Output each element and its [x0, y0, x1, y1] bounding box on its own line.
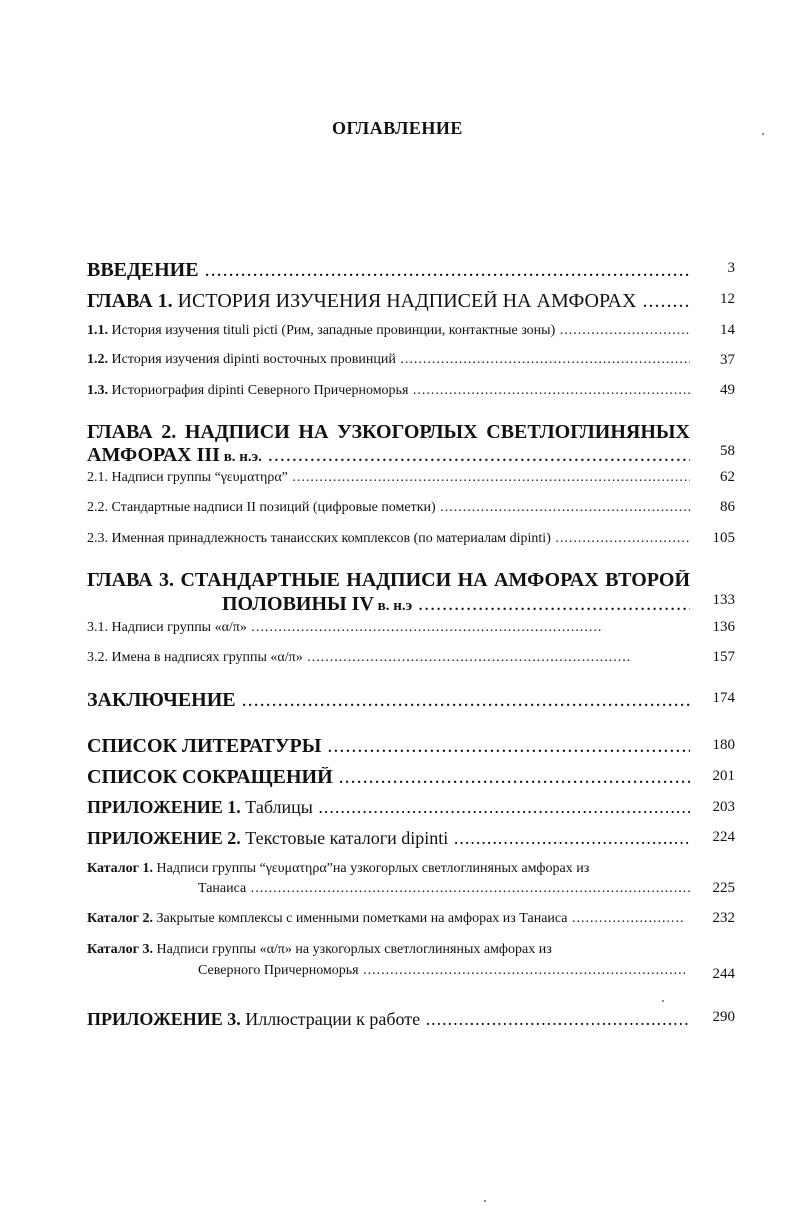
toc-entry-label: 2.3. Именная принадлежность танаисских комплексов (по материалам dipinti) [87, 531, 551, 546]
toc-entry-label: Историография dipinti Северного Причерноморья [108, 383, 409, 398]
toc-entry-label: СПИСОК СОКРАЩЕНИЙ [87, 767, 333, 787]
toc-entry-label: СПИСОК ЛИТЕРАТУРЫ [87, 736, 322, 756]
scan-speck [762, 133, 764, 135]
scan-speck [484, 1200, 486, 1202]
toc-entry-section-1-2[interactable] [87, 350, 690, 370]
toc-page-number: 203 [712, 799, 735, 815]
toc-entry-label: Таблицы [240, 797, 313, 817]
toc-entry-catalog-1-line2[interactable] [198, 879, 690, 899]
toc-entry-label: Надписи группы «α/π» на узкогорлых светлоглиняных амфорах из [153, 942, 552, 957]
toc-entry-label: Северного Причерноморья [198, 963, 359, 978]
toc-page-number: 49 [720, 382, 735, 398]
toc-entry-label: Надписи группы “γευματηρα”на узкогорлых светлоглиняных амфорах из [153, 861, 590, 876]
toc-page-number: 244 [712, 966, 735, 982]
toc-entry-label: Танаиса [198, 881, 247, 896]
toc-entry-section-2-1[interactable] [87, 468, 690, 488]
toc-appendix-number: ПРИЛОЖЕНИЕ 3. [87, 1009, 241, 1029]
toc-appendix-number: ПРИЛОЖЕНИЕ 1. [87, 797, 241, 817]
toc-entry-section-2-2[interactable] [87, 498, 690, 518]
toc-entry-label: История изучения dipinti восточных провинций [108, 352, 396, 367]
toc-entry-label: 3.2. Имена в надписях группы «α/π» [87, 650, 303, 665]
toc-page-number: 14 [720, 322, 735, 338]
toc-entry-section-1-1[interactable] [87, 321, 690, 341]
toc-section-number: 1.1. [87, 323, 108, 338]
toc-entry-appendix-3[interactable] [87, 1009, 690, 1029]
toc-entry-chapter-2[interactable] [87, 422, 690, 442]
toc-page-number: 157 [712, 649, 735, 665]
toc-page-number: 86 [720, 499, 735, 515]
toc-entry-catalog-3-line2[interactable] [198, 961, 685, 981]
toc-entry-section-3-2[interactable] [87, 648, 630, 668]
page-title: ОГЛАВЛЕНИЕ [332, 118, 463, 138]
toc-section-number: 1.2. [87, 352, 108, 367]
toc-entry-chapter-2-line2[interactable] [87, 445, 690, 467]
toc-page-number: 105 [712, 530, 735, 546]
toc-page-number: 201 [712, 768, 735, 784]
toc-catalog-number: Каталог 3. [87, 942, 153, 957]
toc-page-number: 225 [712, 880, 735, 896]
toc-entry-section-3-1[interactable] [87, 618, 602, 638]
toc-chapter-number: ГЛАВА 1. [87, 291, 173, 311]
toc-entry-label: Текстовые каталоги dipinti [240, 828, 449, 848]
toc-entry-label: ИСТОРИЯ ИЗУЧЕНИЯ НАДПИСЕЙ НА АМФОРАХ [172, 291, 637, 311]
toc-entry-chapter-1[interactable] [87, 291, 690, 311]
toc-entry-catalog-3[interactable] [87, 940, 690, 960]
toc-entry-label: История изучения tituli picti (Рим, западные провинции, контактные зоны) [108, 323, 556, 338]
toc-entry-chapter-3-line2[interactable] [222, 594, 690, 616]
toc-section-number: 1.3. [87, 383, 108, 398]
toc-page-number: 290 [712, 1009, 735, 1025]
toc-page-number: 224 [712, 829, 735, 845]
toc-catalog-number: Каталог 1. [87, 861, 153, 876]
toc-entry-label: ВВЕДЕНИЕ [87, 260, 199, 280]
toc-entry-section-1-3[interactable] [87, 381, 690, 401]
toc-entry-label-suffix: в. н.э. [219, 449, 262, 465]
toc-entry-references[interactable] [87, 736, 690, 756]
toc-entry-label: ЗАКЛЮЧЕНИЕ [87, 690, 236, 710]
toc-page-number: 133 [712, 592, 735, 608]
toc-entry-label: 3.1. Надписи группы «α/π» [87, 620, 247, 635]
scan-speck [662, 1000, 664, 1002]
toc-page-number: 3 [727, 260, 735, 276]
toc-entry-abbreviations[interactable] [87, 767, 690, 787]
toc-entry-label: ПОЛОВИНЫ IV [222, 594, 374, 615]
toc-entry-label: ГЛАВА 2. НАДПИСИ НА УЗКОГОРЛЫХ СВЕТЛОГЛИНЯНЫХ [87, 422, 690, 442]
toc-page-number: 62 [720, 469, 735, 485]
toc-entry-label: Иллюстрации к работе [240, 1009, 421, 1029]
toc-page-number: 37 [720, 352, 735, 368]
toc-entry-appendix-1[interactable] [87, 797, 690, 817]
toc-entry-chapter-3[interactable] [87, 570, 690, 590]
toc-entry-label: 2.2. Стандартные надписи II позиций (цифровые пометки) [87, 500, 436, 515]
toc-entry-catalog-1[interactable] [87, 859, 690, 879]
toc-entry-label: ГЛАВА 3. СТАНДАРТНЫЕ НАДПИСИ НА АМФОРАХ ВТОРОЙ [87, 570, 690, 590]
toc-page-number: 136 [712, 619, 735, 635]
toc-page-number: 12 [720, 291, 735, 307]
toc-appendix-number: ПРИЛОЖЕНИЕ 2. [87, 828, 241, 848]
toc-entry-label-suffix: в. н.э [373, 598, 413, 614]
toc-entry-label: Закрытые комплексы с именными пометками на амфорах из Танаиса [153, 911, 568, 926]
toc-page-number: 180 [712, 737, 735, 753]
toc-page-number: 232 [712, 910, 735, 926]
toc-entry-appendix-2[interactable] [87, 828, 690, 848]
toc-entry-label: АМФОРАХ III [87, 445, 220, 466]
toc-entry-section-2-3[interactable] [87, 529, 690, 549]
toc-entry-label: 2.1. Надписи группы “γευματηρα” [87, 470, 288, 485]
toc-page-number: 58 [720, 443, 735, 459]
toc-entry-conclusion[interactable] [87, 690, 690, 710]
toc-entry-intro[interactable] [87, 260, 690, 280]
toc-page-number: 174 [712, 690, 735, 706]
toc-entry-catalog-2[interactable] [87, 909, 685, 929]
toc-catalog-number: Каталог 2. [87, 911, 153, 926]
